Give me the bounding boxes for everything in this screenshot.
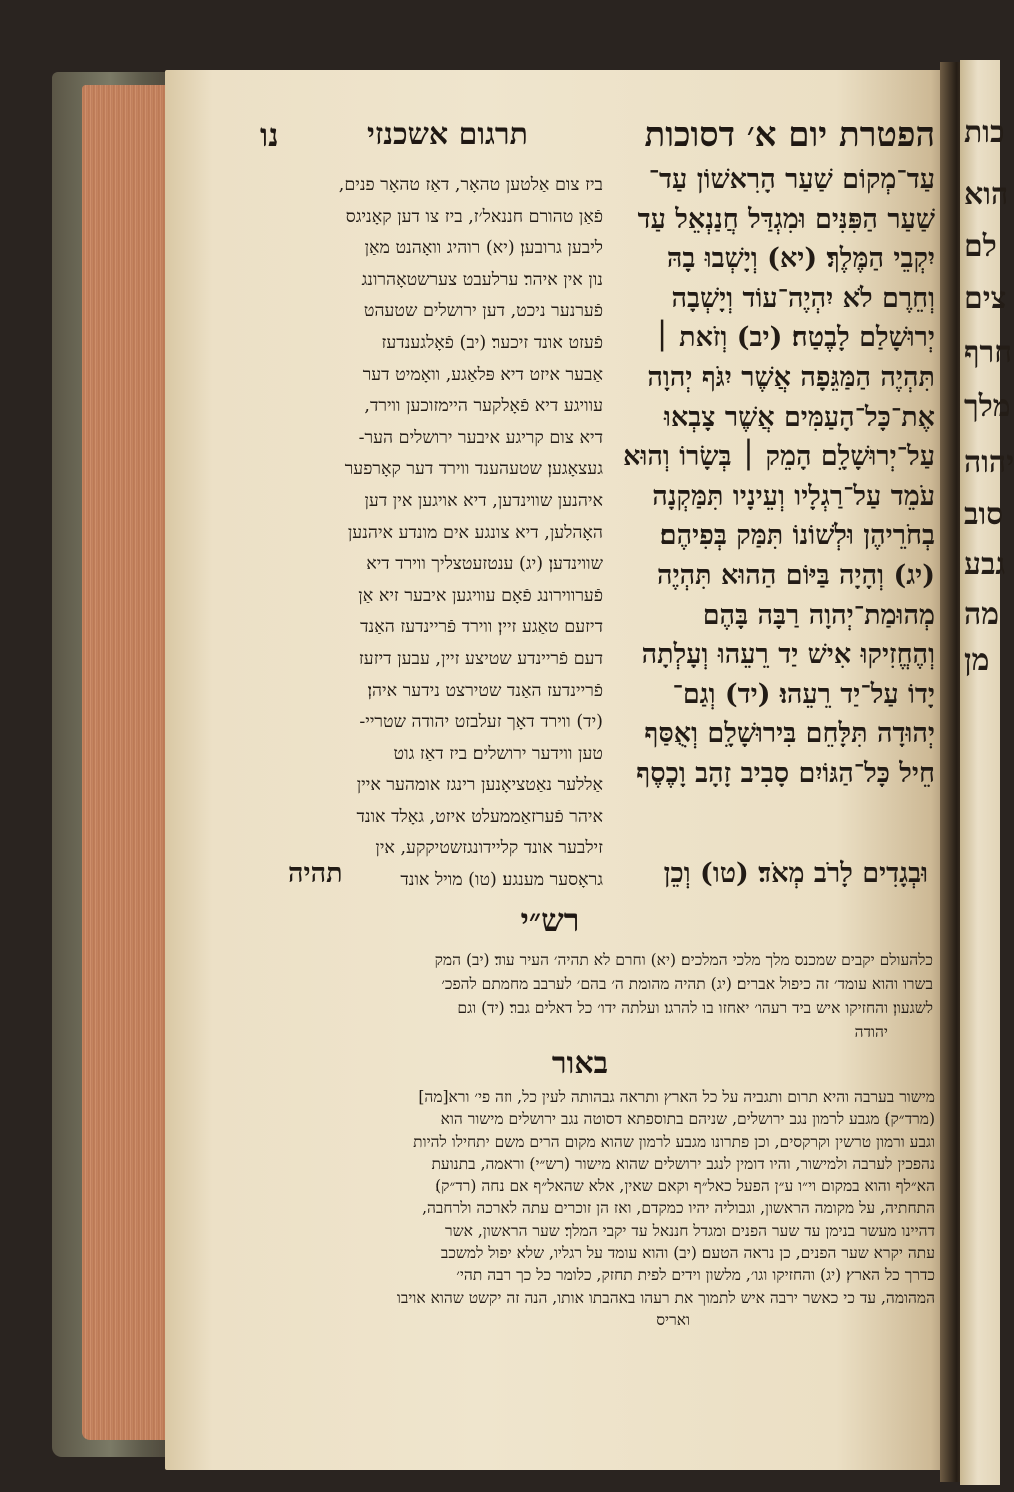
hebrew-line: יְרוּשָׁלַם לָבֶטַח׃ (יב) וְזֹאת ׀ — [654, 322, 935, 354]
page-edges — [82, 85, 178, 1440]
hebrew-line: עַל־יְרוּשָׁלִָם הָמֵק ׀ בְּשָׂרוֹ וְהוּא — [623, 441, 935, 473]
hebrew-line: אֶת־כָּל־הָעַמִּים אֲשֶׁר צָבְאוּ — [664, 401, 935, 433]
rashi-line: יהודה — [854, 1023, 888, 1041]
column-title: תרגום אשכנזי — [367, 117, 528, 152]
right-page-fragment: יהוה — [964, 445, 1014, 480]
hebrew-line: יָדוֹ עַל־יַד רֵעֵהוּ׃ (יד) וְגַם־ — [672, 678, 935, 710]
biur-line: נהפכין לערבה ולמישור, והיו דומין לנגב ירושלים שהוא מישור (רש״י)׃ וראמה, בתנועת — [431, 1154, 935, 1173]
yiddish-line: דעם פֿריינדע שטיצע זיין, עבען דיזעז — [358, 648, 603, 669]
yiddish-line: טען ווידער ירושלים׃ ביז דאַז גוט — [393, 743, 603, 764]
yiddish-line: נון אין איהר׃ ערלעבט צערשטאָהרונג — [361, 269, 603, 290]
continuation-verse: וּבְגָדִים לָרֹב מְאֹד׃ (טו) וְכֵן — [663, 858, 928, 889]
hebrew-line: שַׁעַר הַפִּנִּים וּמִגְדַּל חֲנַנְאֵל עַד — [637, 203, 935, 235]
right-page-fragment: מה — [964, 597, 1000, 632]
biur-heading: באור — [551, 1046, 609, 1081]
yiddish-line: (יד) ווירד דאָך זעלבזט יהודה שטריי- — [359, 712, 603, 733]
biur-line: וגבע ורמון טרשין וקרקסים, וכן פתרונו מגבע לרמון שהוא מקום הרים משם יתחילו להיות — [413, 1132, 935, 1151]
yiddish-line: פֿערווירונג פֿאָם עוויגען איבער זיא אַן — [358, 585, 603, 606]
rashi-line: בשרו והוא עומד׳ זה כיפול אברים׃ (יג) תהיה מהומת ה׳ בהם׳ לערבב מחמתם להפכ׳ — [441, 975, 933, 993]
yiddish-line: דיזעם טאַגע זיין׃ ווירד פֿריינדעז האַנד — [360, 617, 603, 638]
yiddish-line: איהר פֿערזאַממעלט איזט, גאָלד אונד — [356, 806, 603, 827]
right-page-fragment: מלך — [964, 389, 1011, 424]
right-page-fragment: גבע — [964, 547, 1006, 582]
yiddish-line: גראָסער מענגע׃ (טו) מויל אונד — [400, 870, 603, 891]
yiddish-line: ביז צום אַלטען טהאָר, דאַז טהאָר פנים, — [338, 175, 603, 195]
yiddish-line: ליבען גרובען׃ (יא) רוהיג וואָהנט מאַן — [364, 238, 603, 259]
right-page-edge — [960, 60, 1014, 1485]
yiddish-line: דיא צום קריגע איבער ירושלים הער- — [358, 427, 603, 448]
hebrew-line: עֹמֵד עַל־רַגְלָיו וְעֵינָיו תִּמַּקְנָה — [652, 480, 935, 512]
biur-line: הא״לף והוא במקום וי״ו ע״ן הפעל כאל״ף וקאם שאין, אלא שהאל״ף אם נחה (רד״ק)׃ — [435, 1177, 935, 1196]
hebrew-line: עַד־מְקוֹם שַׁעַר הָרִאשׁוֹן עַד־ — [648, 164, 935, 195]
biur-line: דהיינו מעשר בנימן עד שער הפנים ומגדל חננאל עד יקבי המלך׃ שער הראשון, אשר — [445, 1221, 935, 1240]
hebrew-line: וְהֶחֱזִיקוּ אִישׁ יַד רֵעֵהוּ וְעָלְתָה — [641, 639, 935, 671]
yiddish-line: פֿעזט אונד זיכער׃ (יב) פֿאָלגענדעז — [381, 332, 603, 353]
yiddish-line: עוויגע דיא פֿאָלקער היימזוכען ווירד, — [364, 396, 603, 417]
yiddish-line: געצאָגען׃ שטעהענד ווירד דער קאָרפער — [344, 459, 603, 480]
biur-line: ואריס — [656, 1310, 690, 1329]
hebrew-line: (יג) וְהָיָה בַּיּוֹם הַהוּא תִּהְיֶה — [657, 559, 935, 591]
right-page-fragment: חרף — [964, 335, 1013, 370]
biur-line: (מרד״ק)׃ מגבע לרמון נגב ירושלים, שניהם בתוספתא דסוטה נגב ירושלים מישור הוא — [440, 1110, 935, 1129]
right-page-fragment: סוב — [964, 497, 1004, 532]
biur-line: מישור בערבה והיא תרום ותגביה על כל הארץ ותראה גבהותה לעין כל, וזה פי׳ ורא[מה] — [418, 1088, 935, 1106]
yiddish-line: שווינדען׃ (יג) ענטזעטצליך ווירד דיא — [366, 554, 603, 575]
biur-line: כדרך כל הארץ׃ (יג) והחזיקו וגו׳, מלשון וידים לפית תחזק, כלומר כל כך רבה תהי׳ — [456, 1266, 935, 1285]
rashi-heading: רש״י — [520, 901, 580, 939]
hebrew-line: מְהוּמַת־יְהוָה רַבָּה בָּהֶם — [702, 599, 935, 631]
hebrew-line: וְחֵרֶם לֹא יִהְיֶה־עוֹד וְיָשְׁבָה — [671, 282, 935, 314]
yiddish-line: זילבער אונד קליידונגזשטיקקע, אין — [375, 838, 603, 859]
hebrew-line: יִקְבֵי הַמֶּלֶךְ׃ (יא) וְיָשְׁבוּ בָהּ — [666, 243, 935, 275]
biur-line: התחתיה, על מקומה הראשון, וגבוליה יהיו כמקדם, ואז הן זוכרים עתה לארכה ולרחבה, — [422, 1199, 935, 1218]
rashi-commentary — [275, 948, 933, 1044]
hebrew-text-column — [595, 160, 935, 794]
yiddish-line: פֿריינדעז האַנד שטירצט נידער איהן׃ — [367, 680, 603, 701]
yiddish-line: האָהלען, דיא צונגע אים מונדע איהנען — [347, 522, 603, 543]
right-page-fragment: מן — [964, 643, 990, 678]
verse-continuation — [288, 852, 928, 896]
catchword: תהיה — [288, 858, 343, 889]
right-page-fragment: כות — [964, 115, 1005, 150]
yiddish-line: פֿאַן טהורם חננאל׳ז, ביז צו דען קאָניגס — [345, 206, 603, 227]
hebrew-line: בְחֹרֵיהֶן וּלְשׁוֹנוֹ תִּמַּק בְּפִיהֶם׃ — [659, 520, 935, 552]
yiddish-line: אַבער איזט דיא פּלאַגע, וואָמיט דער — [362, 364, 603, 385]
biur-commentary — [250, 1086, 935, 1331]
right-page-fragment: צים — [964, 281, 1007, 316]
biur-line: עתה יקרא שער הפנים, כן נראה הטעם׃ (יב) והוא עומד על רגליו, שלא יפול למשכב — [440, 1244, 935, 1263]
page-title: הפטרת יום א׳ דסוכות — [644, 115, 935, 155]
hebrew-line: יְהוּדָה תִּלָּחֵם בִּירוּשָׁלִָם וְאֻסַּף — [644, 718, 935, 750]
yiddish-line: איהנען שווינדען, דיא אויגען אין דען — [364, 490, 603, 511]
hebrew-line: תִּהְיֶה הַמַּגֵּפָה אֲשֶׁר יִגֹּף יְהוָה — [647, 361, 935, 393]
hebrew-line: חֵיל כָּל־הַגּוֹיִם סָבִיב זָהָב וָכֶסֶף — [636, 757, 935, 789]
yiddish-line: אַללער נאַטציאָנען רינגז אומהער איין — [356, 775, 603, 796]
yiddish-translation-column — [248, 170, 603, 897]
rashi-line: לשגעון׃ והחזיקו איש ביד רעהו׳ יאחזו בו להרגו׃ ועלתה ידו׳ כל דאלים גבר׃ (יד) וגם — [457, 999, 933, 1017]
rashi-line: כלהעולם יקבים שמכנס מלך מלכי המלכים׃ (יא) וחרם לא תהיה׳ העיר עוד׃ (יב) המק — [434, 951, 933, 969]
right-page-fragment: הוא — [964, 177, 1009, 212]
biur-line: המהומה, עד כי כאשר ירבה איש לתמוך את רעהו באהבתו אותו, הנה זה יקשט שהוא אויבו — [396, 1288, 935, 1307]
page-number: נו — [260, 116, 279, 154]
yiddish-line: פֿערנער ניכט, דען ירושלים שטעהט — [363, 301, 603, 322]
right-page-fragment: לם — [964, 229, 997, 264]
